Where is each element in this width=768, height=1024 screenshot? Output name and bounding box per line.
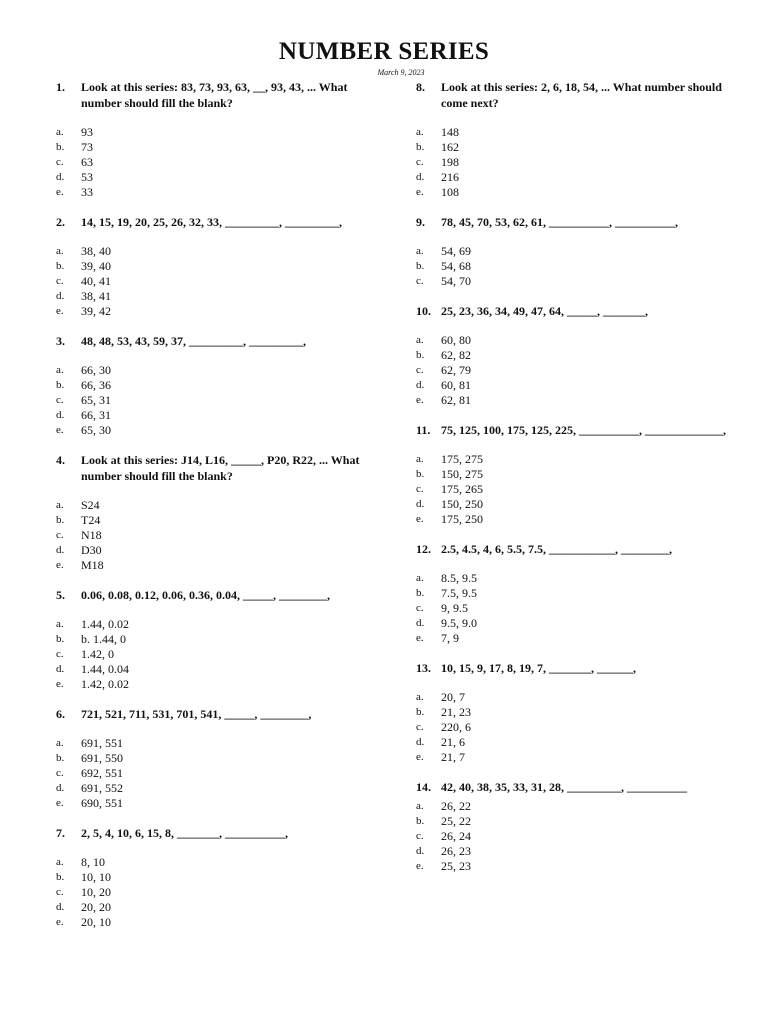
question-spacer — [56, 438, 368, 452]
option-text: 26, 23 — [441, 844, 471, 858]
question-text: 78, 45, 70, 53, 62, 61, __________, __________, — [441, 215, 678, 229]
option-text: b. 1.44, 0 — [81, 632, 126, 646]
option-letter: c. — [56, 394, 64, 406]
option-text: 39, 42 — [81, 304, 111, 318]
answer-option — [416, 170, 728, 185]
question-prompt — [56, 214, 368, 230]
answer-option — [416, 512, 728, 527]
answer-option — [416, 571, 728, 586]
answer-option — [56, 513, 368, 528]
option-text: 150, 275 — [441, 467, 483, 481]
question-number: 10. — [416, 304, 431, 318]
question-number: 6. — [56, 707, 65, 721]
option-text: 62, 81 — [441, 393, 471, 407]
answer-option — [56, 736, 368, 751]
answer-option — [416, 378, 728, 393]
option-text: 9, 9.5 — [441, 601, 468, 615]
answer-option — [416, 333, 728, 348]
option-text: 1.42, 0.02 — [81, 677, 129, 691]
answer-option — [56, 915, 368, 930]
question-text: 10, 15, 9, 17, 8, 19, 7, _______, ______, — [441, 661, 636, 675]
answer-option — [56, 274, 368, 289]
option-letter: c. — [56, 156, 64, 168]
option-text: 40, 41 — [81, 274, 111, 288]
option-text: 220, 6 — [441, 720, 471, 734]
option-text: 65, 30 — [81, 423, 111, 437]
answer-options — [416, 690, 728, 765]
option-text: D30 — [81, 543, 102, 557]
option-text: 63 — [81, 155, 93, 169]
option-letter: a. — [416, 453, 424, 465]
option-letter: a. — [416, 691, 424, 703]
question-6 — [56, 706, 368, 811]
answer-option — [56, 543, 368, 558]
question-prompt — [416, 779, 728, 795]
option-text: N18 — [81, 528, 102, 542]
answer-option — [416, 259, 728, 274]
option-letter: e. — [56, 797, 64, 809]
question-5 — [56, 587, 368, 692]
option-text: 33 — [81, 185, 93, 199]
option-text: 692, 551 — [81, 766, 123, 780]
question-spacer — [56, 319, 368, 333]
answer-option — [416, 705, 728, 720]
option-letter: c. — [416, 602, 424, 614]
answer-option — [416, 125, 728, 140]
question-number: 7. — [56, 826, 65, 840]
option-text: 691, 550 — [81, 751, 123, 765]
option-text: 162 — [441, 140, 459, 154]
option-text: 39, 40 — [81, 259, 111, 273]
answer-option — [416, 586, 728, 601]
option-text: 38, 40 — [81, 244, 111, 258]
question-text: 14, 15, 19, 20, 25, 26, 32, 33, _________, _________, — [81, 215, 342, 229]
option-letter: d. — [416, 617, 425, 629]
answer-option — [56, 304, 368, 319]
option-letter: d. — [56, 544, 65, 556]
answer-option — [56, 751, 368, 766]
question-spacer — [56, 811, 368, 825]
answer-option — [56, 662, 368, 677]
answer-option — [56, 870, 368, 885]
option-text: 21, 7 — [441, 750, 465, 764]
option-letter: d. — [56, 409, 65, 421]
answer-option — [56, 647, 368, 662]
question-spacer — [56, 573, 368, 587]
question-number: 2. — [56, 215, 65, 229]
option-text: 20, 10 — [81, 915, 111, 929]
answer-option — [56, 766, 368, 781]
left-column — [56, 79, 368, 930]
option-text: 691, 552 — [81, 781, 123, 795]
option-text: 25, 22 — [441, 814, 471, 828]
option-letter: b. — [56, 752, 65, 764]
option-letter: d. — [56, 290, 65, 302]
option-text: 175, 250 — [441, 512, 483, 526]
option-letter: a. — [56, 499, 64, 511]
option-letter: e. — [416, 860, 424, 872]
answer-option — [416, 690, 728, 705]
question-1 — [56, 79, 368, 200]
option-letter: d. — [56, 901, 65, 913]
question-spacer — [416, 408, 728, 422]
question-prompt — [416, 660, 728, 676]
option-text: 21, 6 — [441, 735, 465, 749]
option-text: 54, 68 — [441, 259, 471, 273]
answer-options — [56, 855, 368, 930]
answer-options — [416, 571, 728, 646]
option-text: 62, 82 — [441, 348, 471, 362]
option-text: 54, 69 — [441, 244, 471, 258]
option-letter: c. — [56, 767, 64, 779]
answer-option — [56, 155, 368, 170]
question-spacer — [416, 527, 728, 541]
question-prompt — [416, 214, 728, 230]
option-letter: d. — [416, 845, 425, 857]
option-letter: c. — [416, 483, 424, 495]
option-letter: b. — [416, 141, 425, 153]
answer-option — [56, 125, 368, 140]
option-text: M18 — [81, 558, 104, 572]
option-letter: e. — [56, 186, 64, 198]
answer-options — [416, 333, 728, 408]
question-number: 1. — [56, 80, 65, 94]
question-8 — [416, 79, 728, 200]
answer-option — [416, 274, 728, 289]
option-text: S24 — [81, 498, 100, 512]
answer-option — [56, 393, 368, 408]
question-14 — [416, 779, 728, 874]
answer-option — [416, 720, 728, 735]
option-text: 93 — [81, 125, 93, 139]
option-text: 10, 10 — [81, 870, 111, 884]
option-text: 60, 80 — [441, 333, 471, 347]
option-text: 148 — [441, 125, 459, 139]
question-10 — [416, 303, 728, 408]
question-text: 42, 40, 38, 35, 33, 31, 28, _________, __________ — [441, 780, 687, 794]
question-text: Look at this series: J14, L16, _____, P20, R22, ... What number should fill the blank? — [81, 453, 360, 483]
option-letter: d. — [56, 782, 65, 794]
option-letter: d. — [56, 663, 65, 675]
answer-option — [416, 467, 728, 482]
answer-option — [416, 601, 728, 616]
option-text: 108 — [441, 185, 459, 199]
question-number: 13. — [416, 661, 431, 675]
option-text: 54, 70 — [441, 274, 471, 288]
option-letter: e. — [56, 559, 64, 571]
answer-option — [416, 140, 728, 155]
question-text: 2, 5, 4, 10, 6, 15, 8, _______, __________, — [81, 826, 288, 840]
option-letter: d. — [416, 171, 425, 183]
answer-options — [56, 363, 368, 438]
option-text: 691, 551 — [81, 736, 123, 750]
question-prompt — [416, 422, 728, 438]
option-letter: a. — [56, 126, 64, 138]
option-text: 9.5, 9.0 — [441, 616, 477, 630]
option-letter: b. — [416, 260, 425, 272]
answer-option — [56, 259, 368, 274]
option-letter: a. — [416, 572, 424, 584]
answer-option — [56, 408, 368, 423]
option-text: 690, 551 — [81, 796, 123, 810]
answer-option — [56, 185, 368, 200]
question-spacer — [56, 200, 368, 214]
answer-option — [56, 900, 368, 915]
question-spacer — [416, 765, 728, 779]
option-text: 216 — [441, 170, 459, 184]
question-13 — [416, 660, 728, 765]
option-letter: e. — [56, 916, 64, 928]
question-number: 5. — [56, 588, 65, 602]
question-text: Look at this series: 83, 73, 93, 63, __, 93, 43, ... What number should fill the blank? — [81, 80, 348, 110]
answer-options — [56, 736, 368, 811]
answer-option — [416, 859, 728, 874]
answer-option — [56, 244, 368, 259]
option-text: 73 — [81, 140, 93, 154]
answer-option — [416, 348, 728, 363]
question-12 — [416, 541, 728, 646]
answer-option — [56, 140, 368, 155]
option-letter: e. — [416, 632, 424, 644]
option-text: 150, 250 — [441, 497, 483, 511]
answer-option — [56, 289, 368, 304]
answer-option — [416, 829, 728, 844]
answer-option — [416, 844, 728, 859]
option-letter: b. — [416, 706, 425, 718]
option-letter: b. — [416, 587, 425, 599]
option-letter: a. — [56, 737, 64, 749]
option-letter: b. — [56, 633, 65, 645]
option-letter: a. — [416, 245, 424, 257]
option-letter: d. — [416, 498, 425, 510]
question-prompt — [56, 333, 368, 349]
option-text: T24 — [81, 513, 101, 527]
question-prompt — [56, 79, 368, 111]
answer-option — [416, 814, 728, 829]
option-text: 26, 22 — [441, 799, 471, 813]
answer-option — [416, 735, 728, 750]
option-letter: e. — [56, 678, 64, 690]
answer-option — [416, 799, 728, 814]
option-letter: c. — [56, 529, 64, 541]
option-letter: d. — [416, 379, 425, 391]
answer-option — [56, 378, 368, 393]
option-text: 53 — [81, 170, 93, 184]
option-letter: d. — [416, 736, 425, 748]
question-number: 3. — [56, 334, 65, 348]
answer-option — [416, 185, 728, 200]
question-number: 8. — [416, 80, 425, 94]
question-number: 12. — [416, 542, 431, 556]
option-letter: c. — [416, 721, 424, 733]
answer-options — [56, 244, 368, 319]
question-prompt — [56, 587, 368, 603]
question-prompt — [56, 452, 368, 484]
option-text: 8.5, 9.5 — [441, 571, 477, 585]
question-7 — [56, 825, 368, 930]
option-text: 66, 30 — [81, 363, 111, 377]
option-letter: e. — [56, 424, 64, 436]
option-text: 8, 10 — [81, 855, 105, 869]
option-text: 65, 31 — [81, 393, 111, 407]
answer-options — [416, 452, 728, 527]
option-letter: b. — [416, 349, 425, 361]
question-3 — [56, 333, 368, 438]
answer-option — [56, 423, 368, 438]
right-column — [416, 79, 728, 874]
question-spacer — [416, 289, 728, 303]
option-text: 66, 36 — [81, 378, 111, 392]
option-text: 25, 23 — [441, 859, 471, 873]
option-text: 10, 20 — [81, 885, 111, 899]
option-letter: a. — [416, 126, 424, 138]
option-text: 26, 24 — [441, 829, 471, 843]
option-text: 38, 41 — [81, 289, 111, 303]
answer-option — [416, 244, 728, 259]
answer-option — [56, 528, 368, 543]
page-title: NUMBER SERIES — [278, 38, 490, 65]
answer-option — [416, 155, 728, 170]
option-letter: d. — [56, 171, 65, 183]
question-number: 4. — [56, 453, 65, 467]
option-letter: a. — [416, 334, 424, 346]
option-letter: b. — [56, 141, 65, 153]
option-text: 66, 31 — [81, 408, 111, 422]
question-prompt — [416, 541, 728, 557]
question-number: 9. — [416, 215, 425, 229]
question-text: 0.06, 0.08, 0.12, 0.06, 0.36, 0.04, _____, ________, — [81, 588, 330, 602]
option-letter: c. — [416, 156, 424, 168]
answer-option — [56, 781, 368, 796]
option-letter: e. — [416, 394, 424, 406]
option-text: 1.44, 0.04 — [81, 662, 129, 676]
answer-option — [416, 750, 728, 765]
option-letter: b. — [56, 260, 65, 272]
option-letter: c. — [416, 364, 424, 376]
question-prompt — [416, 303, 728, 319]
question-11 — [416, 422, 728, 527]
answer-options — [56, 617, 368, 692]
answer-option — [56, 632, 368, 647]
question-text: 75, 125, 100, 175, 125, 225, __________, _____________, — [441, 423, 726, 437]
answer-option — [56, 796, 368, 811]
question-4 — [56, 452, 368, 573]
answer-options — [416, 125, 728, 200]
option-letter: b. — [416, 468, 425, 480]
question-prompt — [416, 79, 728, 111]
option-letter: c. — [416, 830, 424, 842]
answer-option — [56, 498, 368, 513]
option-text: 198 — [441, 155, 459, 169]
question-9 — [416, 214, 728, 289]
question-spacer — [416, 646, 728, 660]
option-text: 60, 81 — [441, 378, 471, 392]
question-number: 14. — [416, 780, 431, 794]
option-letter: c. — [416, 275, 424, 287]
answer-option — [56, 885, 368, 900]
option-text: 20, 7 — [441, 690, 465, 704]
question-text: 48, 48, 53, 43, 59, 37, _________, _________, — [81, 334, 306, 348]
option-letter: a. — [56, 364, 64, 376]
answer-option — [56, 617, 368, 632]
answer-option — [416, 482, 728, 497]
option-letter: a. — [416, 800, 424, 812]
option-letter: b. — [416, 815, 425, 827]
question-2 — [56, 214, 368, 319]
option-text: 20, 20 — [81, 900, 111, 914]
answer-options — [56, 125, 368, 200]
option-text: 1.42, 0 — [81, 647, 114, 661]
option-text: 175, 265 — [441, 482, 483, 496]
answer-option — [56, 170, 368, 185]
answer-option — [416, 452, 728, 467]
option-text: 1.44, 0.02 — [81, 617, 129, 631]
question-number: 11. — [416, 423, 431, 437]
option-letter: a. — [56, 618, 64, 630]
option-letter: b. — [56, 514, 65, 526]
question-text: 721, 521, 711, 531, 701, 541, _____, ________, — [81, 707, 312, 721]
option-letter: c. — [56, 648, 64, 660]
question-text: Look at this series: 2, 6, 18, 54, ... What number should come next? — [441, 80, 722, 110]
option-text: 7, 9 — [441, 631, 459, 645]
option-text: 21, 23 — [441, 705, 471, 719]
answer-option — [416, 631, 728, 646]
question-text: 25, 23, 36, 34, 49, 47, 64, _____, _______, — [441, 304, 648, 318]
option-text: 62, 79 — [441, 363, 471, 377]
option-letter: c. — [56, 886, 64, 898]
answer-option — [416, 616, 728, 631]
answer-option — [56, 558, 368, 573]
option-letter: b. — [56, 379, 65, 391]
answer-option — [56, 363, 368, 378]
option-letter: e. — [416, 186, 424, 198]
answer-option — [416, 393, 728, 408]
answer-options — [416, 799, 728, 874]
answer-option — [416, 497, 728, 512]
option-letter: c. — [56, 275, 64, 287]
question-prompt — [56, 706, 368, 722]
answer-options — [416, 244, 728, 289]
option-letter: b. — [56, 871, 65, 883]
question-text: 2.5, 4.5, 4, 6, 5.5, 7.5, ___________, ________, — [441, 542, 672, 556]
answer-options — [56, 498, 368, 573]
option-letter: e. — [416, 751, 424, 763]
document-date: March 9, 2023 — [377, 68, 425, 77]
option-letter: e. — [56, 305, 64, 317]
option-letter: a. — [56, 856, 64, 868]
option-letter: a. — [56, 245, 64, 257]
answer-option — [416, 363, 728, 378]
option-text: 7.5, 9.5 — [441, 586, 477, 600]
option-letter: e. — [416, 513, 424, 525]
question-prompt — [56, 825, 368, 841]
option-text: 175, 275 — [441, 452, 483, 466]
answer-option — [56, 855, 368, 870]
answer-option — [56, 677, 368, 692]
question-spacer — [56, 692, 368, 706]
question-spacer — [416, 200, 728, 214]
